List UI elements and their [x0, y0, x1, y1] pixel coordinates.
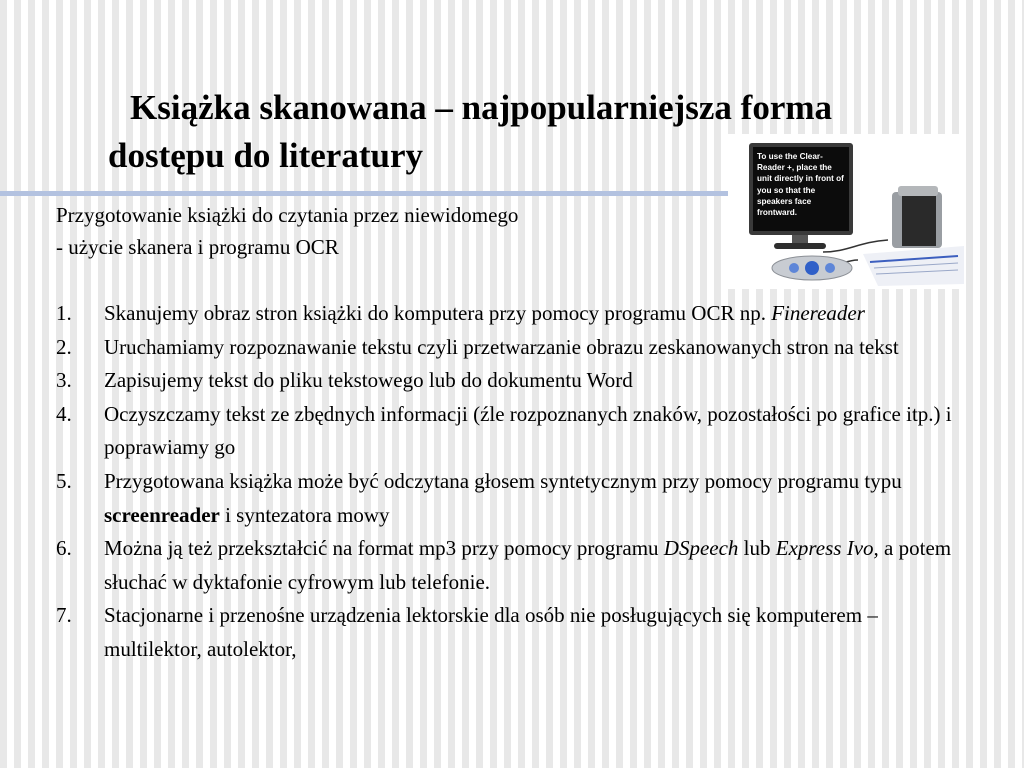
- step-text: Oczyszczamy tekst ze zbędnych informacji (źle rozpoznanych znaków, pozostałości po grafice itp.) i poprawiamy go: [104, 401, 952, 460]
- step-number: 3.: [56, 368, 72, 393]
- step-text: Można ją też przekształcić na format mp3 przy pomocy programu DSpeech lub Express Ivo, a potem słuchać w dyktafonie cyfrowym lub telefonie.: [104, 536, 952, 594]
- step-number: 4.: [56, 401, 72, 426]
- steps-list: [56, 297, 976, 667]
- monitor-screen-text: To use the Clear-Reader +, place the unit directly in front of you so that the speakers face frontward.: [757, 152, 844, 218]
- step-number: 1.: [56, 301, 72, 325]
- remote-center-button: [805, 261, 819, 275]
- list-item: [56, 398, 976, 465]
- step-number: 6.: [56, 536, 72, 561]
- step-software-name: Express Ivo,: [775, 536, 879, 561]
- cable: [823, 240, 888, 252]
- intro-text: [56, 199, 518, 263]
- step-number: 7.: [56, 603, 72, 628]
- scanner-front: [902, 196, 936, 246]
- step-software-name: Finereader: [771, 301, 865, 325]
- list-item: [56, 364, 976, 398]
- step-number: 5.: [56, 468, 72, 493]
- title-line-1: Książka skanowana – najpopularniejsza forma: [130, 88, 833, 127]
- title-underline: [0, 191, 735, 196]
- intro-line-1: Przygotowanie książki do czytania przez niewidomego: [56, 203, 519, 227]
- step-software-name: DSpeech: [663, 536, 739, 561]
- step-text: Skanujemy obraz stron książki do komputera przy pomocy programu OCR np. Finereader: [104, 301, 865, 325]
- step-text: Stacjonarne i przenośne urządzenia lektorskie dla osób nie posługujących się komputerem – multilektor, autolektor,: [104, 603, 878, 661]
- remote-left-button: [789, 263, 799, 273]
- monitor-stand: [774, 243, 826, 249]
- list-item: [56, 297, 976, 331]
- list-item: [56, 465, 976, 532]
- step-text: Uruchamiamy rozpoznawanie tekstu czyli przetwarzanie obrazu zeskanowanych stron na tekst: [104, 334, 899, 359]
- intro-line-2: - użycie skanera i programu OCR: [56, 235, 339, 259]
- remote-right-button: [825, 263, 835, 273]
- list-item: [56, 532, 976, 599]
- reader-device-photo: [728, 134, 964, 289]
- step-number: 2.: [56, 334, 72, 359]
- step-text: Przygotowana książka może być odczytana głosem syntetycznym przy pomocy programu typu screenreader i syntezatora mowy: [104, 468, 902, 527]
- scanner-top: [898, 186, 938, 196]
- step-bold-term: screenreader: [104, 502, 220, 527]
- list-item: [56, 331, 976, 365]
- step-text: Zapisujemy tekst do pliku tekstowego lub do dokumentu Word: [104, 368, 633, 393]
- list-item: [56, 599, 976, 666]
- title-line-2: dostępu do literatury: [108, 136, 423, 175]
